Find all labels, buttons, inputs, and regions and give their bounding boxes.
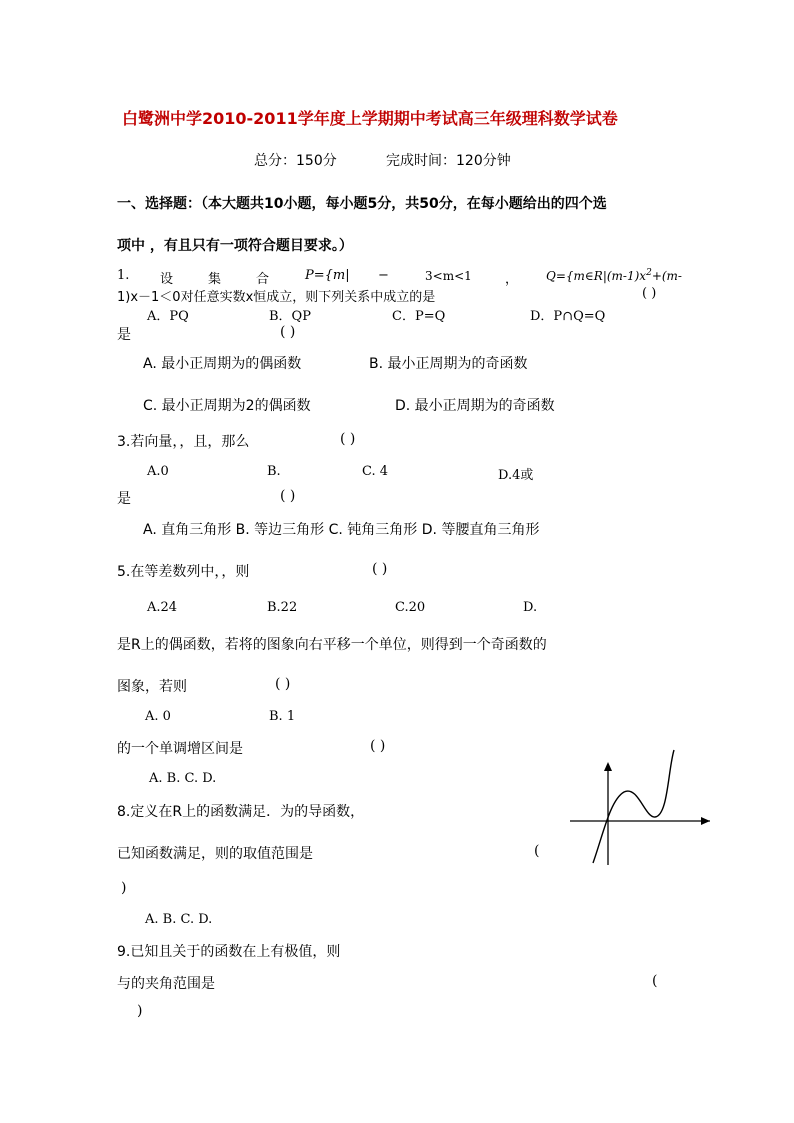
q4-options: A. 直角三角形 B. 等边三角形 C. 钝角三角形 D. 等腰直角三角形	[143, 522, 540, 538]
q5-option-d: D.	[523, 600, 538, 615]
q1-option-c: C．P=Q	[392, 309, 446, 324]
q3-answer-paren: ( )	[340, 431, 356, 447]
q1-range: 3<m<1	[425, 269, 472, 283]
q5-answer-paren: ( )	[372, 561, 388, 577]
q2-answer-paren: ( )	[280, 324, 296, 340]
exam-title: 白鹭洲中学2010-2011学年度上学期期中考试高三年级理科数学试卷	[122, 109, 618, 128]
q1-comma: ，	[505, 272, 519, 287]
q7-options: A. B. C. D.	[149, 771, 217, 786]
q1-option-a: A．PQ	[147, 309, 189, 324]
q3-option-c: C. 4	[362, 464, 389, 479]
section-heading-cont: 项中 ，有且只有一项符合题目要求。）	[117, 238, 353, 254]
q1-number: 1.	[117, 268, 130, 283]
q6-option-b: B. 1	[269, 709, 296, 724]
q3-stem: 3.若向量，，且，那么	[117, 434, 250, 450]
q3-option-d: D.4或	[498, 468, 534, 483]
q9-stem-cont: 与的夹角范围是	[117, 976, 215, 992]
q8-stem: 8.定义在R上的函数满足．为的导函数，	[117, 804, 365, 820]
q4-answer-paren: ( )	[280, 488, 296, 504]
q8-options: A. B. C. D.	[145, 912, 213, 927]
q9-stem: 9.已知且关于的函数在上有极值，则	[117, 944, 341, 960]
q5-stem: 5.在等差数列中，，则	[117, 564, 250, 580]
exam-time: 完成时间：120分钟	[386, 153, 511, 169]
q2-option-b: B. 最小正周期为的奇函数	[369, 356, 528, 372]
q1-word: 合	[256, 272, 270, 287]
q6-answer-paren: ( )	[275, 676, 291, 692]
q2-option-a: A. 最小正周期为的偶函数	[143, 356, 302, 372]
q5-option-b: B.22	[267, 600, 298, 615]
q8-stem-cont: 已知函数满足，则的取值范围是	[117, 846, 313, 862]
section-heading: 一、选择题：（本大题共10小题，每小题5分，共50分，在每小题给出的四个选	[117, 196, 607, 212]
q1-set-p: P={m|	[305, 268, 350, 283]
function-graph-figure	[560, 740, 720, 870]
q1-condition: 1)x－1＜0对任意实数x恒成立，则下列关系中成立的是	[117, 290, 436, 305]
q9-answer-paren-close: )	[137, 1003, 143, 1019]
q2-option-c: C. 最小正周期为2的偶函数	[143, 398, 311, 414]
q1-word: 集	[208, 272, 222, 287]
q1-set-q: $Q=\{m\in R|(m-1)x^2+(m-$	[546, 268, 682, 283]
q6-option-a: A. 0	[145, 709, 171, 724]
q8-answer-paren-close: )	[121, 880, 127, 896]
q5-option-a: A.24	[147, 600, 178, 615]
q3-option-a: A.0	[147, 464, 169, 479]
q2-stem: 是	[117, 327, 131, 343]
graph-curve	[593, 750, 674, 863]
q1-option-d: D．P∩Q=Q	[530, 309, 606, 324]
q7-answer-paren: ( )	[370, 738, 386, 754]
x-axis-arrow-icon	[701, 817, 710, 825]
q1-minus: −	[378, 268, 389, 283]
q2-option-d: D. 最小正周期为的奇函数	[395, 398, 555, 414]
q7-stem: 的一个单调增区间是	[117, 741, 243, 757]
q3-option-b: B.	[267, 464, 281, 479]
q1-option-b: B．QP	[269, 309, 311, 324]
total-score: 总分：150分	[254, 153, 337, 169]
q8-answer-paren-open: (	[534, 843, 540, 859]
q1-answer-paren: ( )	[642, 286, 657, 301]
q6-stem: 是R上的偶函数，若将的图象向右平移一个单位，则得到一个奇函数的	[117, 637, 547, 653]
y-axis-arrow-icon	[604, 762, 612, 771]
q6-stem-cont: 图象，若则	[117, 679, 187, 695]
q5-option-c: C.20	[395, 600, 426, 615]
q4-stem: 是	[117, 491, 131, 507]
q1-word: 设	[160, 272, 174, 287]
q9-answer-paren-open: (	[652, 973, 658, 989]
